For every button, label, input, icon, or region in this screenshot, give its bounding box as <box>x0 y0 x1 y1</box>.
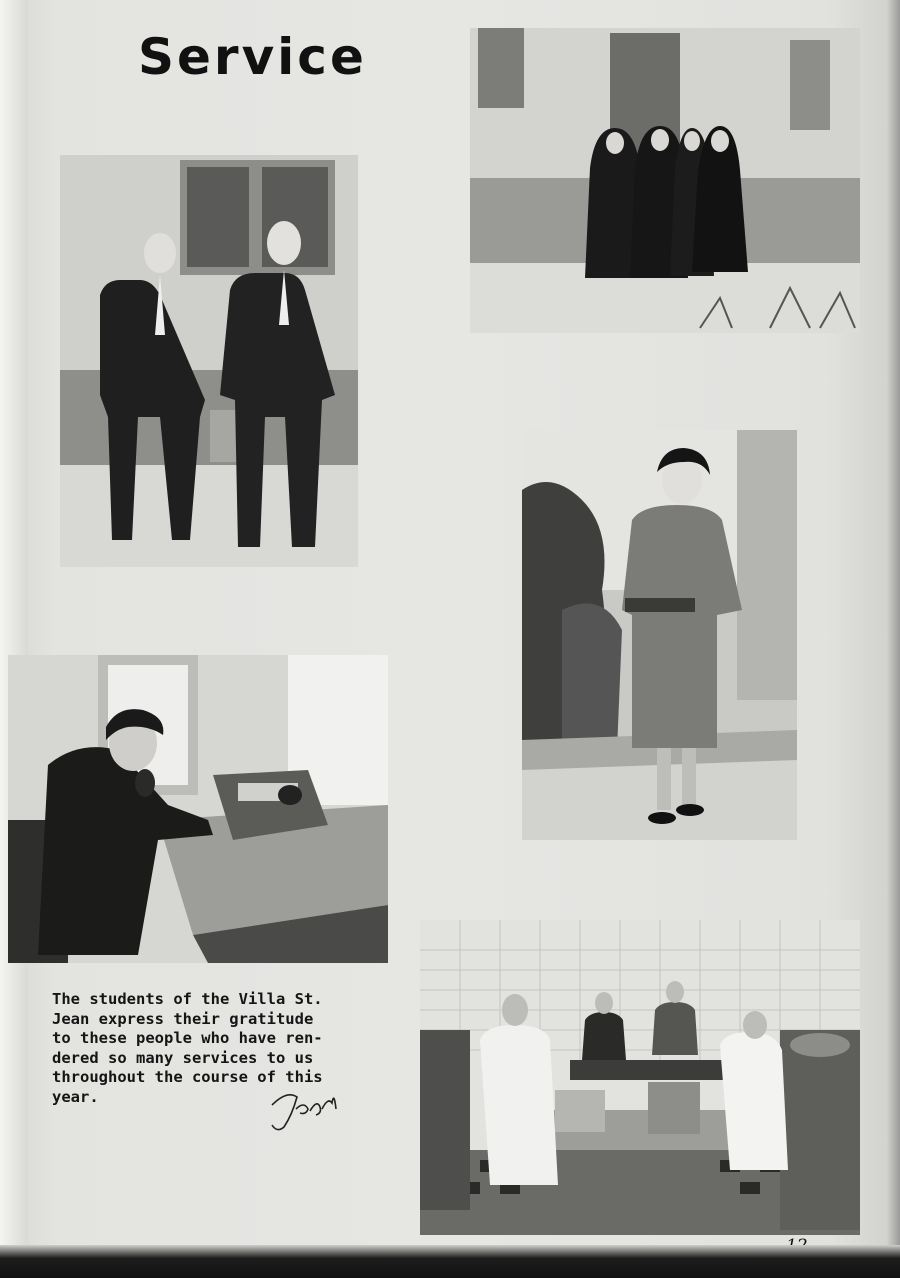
photo-kitchen-staff <box>420 920 860 1235</box>
photo-nuns-image <box>470 28 860 333</box>
gratitude-caption: The students of the Villa St. Jean express their gratitude to these people who have ren- dered so many services to us throughout the course of this year. <box>52 990 323 1106</box>
photo-two-men-image <box>60 155 358 567</box>
photo-woman-image <box>522 430 797 840</box>
scan-bottom-edge <box>0 1245 900 1278</box>
page-edge-shadow <box>886 0 900 1278</box>
signature-scribble <box>262 1085 342 1135</box>
photo-two-men <box>60 155 358 567</box>
photo-kitchen-staff-image <box>420 920 860 1235</box>
photo-telephone-operator <box>8 655 388 963</box>
binding-edge <box>0 0 28 1278</box>
page-title: Service <box>138 28 367 86</box>
photo-telephone-operator-image <box>8 655 388 963</box>
photo-nuns <box>470 28 860 333</box>
photo-woman <box>522 430 797 840</box>
signature <box>262 1085 342 1135</box>
